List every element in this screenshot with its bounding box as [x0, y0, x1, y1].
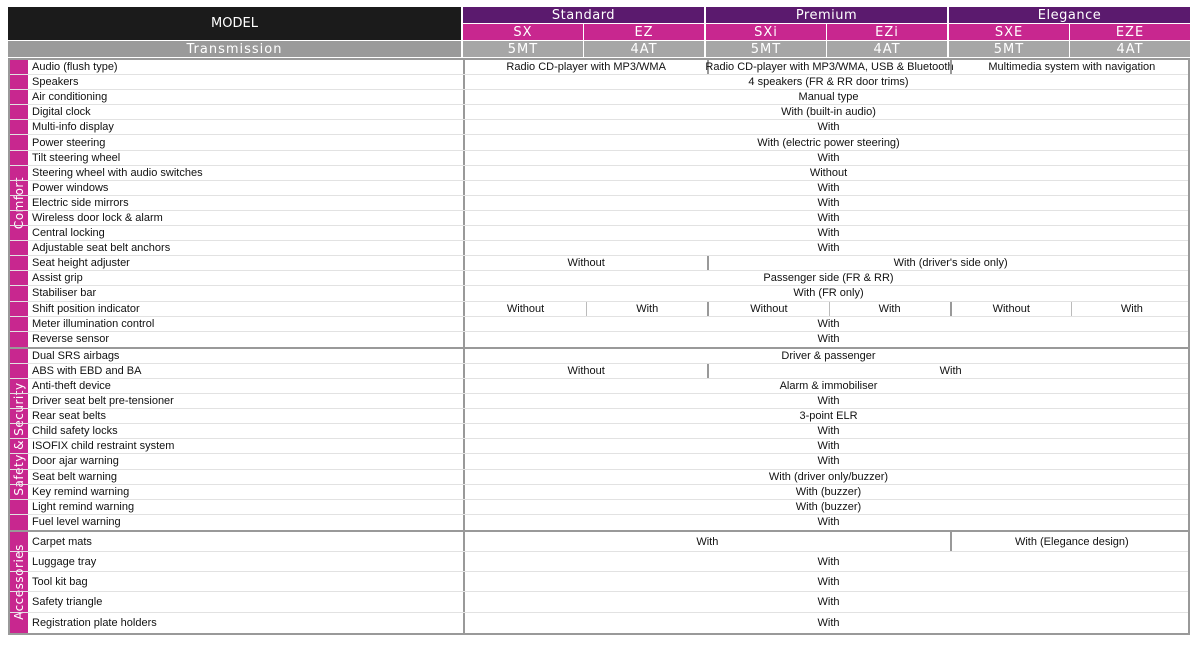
- value-cells: [463, 105, 1188, 119]
- table-row: [10, 105, 1188, 120]
- table-row: [10, 181, 1188, 196]
- value-cells: [463, 286, 1188, 300]
- value-cells: [463, 317, 1188, 331]
- value-cells: [463, 394, 1188, 408]
- value-cell: With (driver only/buzzer): [768, 470, 889, 483]
- value-cell: With: [817, 575, 840, 588]
- value-cell: Alarm & immobiliser: [779, 380, 878, 393]
- feature-label: Electric side mirrors: [32, 196, 129, 209]
- value-cells: [463, 241, 1188, 255]
- trans-ezi: [827, 41, 947, 57]
- group-elegance: [949, 7, 1190, 23]
- group-label: Standard: [551, 7, 616, 23]
- table-row: [10, 470, 1188, 485]
- feature-label: Light remind warning: [32, 500, 135, 513]
- variant-ezi: [827, 24, 947, 40]
- table-row: [10, 515, 1188, 530]
- variant-label: SXE: [994, 24, 1024, 40]
- value-cell: With (electric power steering): [757, 136, 900, 149]
- table-row: [10, 485, 1188, 500]
- trans-sxe: [949, 41, 1069, 57]
- transmission-value: 4AT: [630, 41, 658, 57]
- value-cell: With (driver's side only): [707, 256, 1192, 270]
- table-row: [10, 90, 1188, 105]
- variant-label: EZE: [1115, 24, 1145, 40]
- feature-label: Assist grip: [32, 272, 83, 285]
- section-accessories: [10, 530, 1188, 633]
- feature-label: Reverse sensor: [32, 333, 110, 346]
- table-row: [10, 500, 1188, 515]
- value-cells: [463, 515, 1188, 530]
- table-row: [10, 302, 1188, 317]
- feature-label: Key remind warning: [32, 485, 130, 498]
- table-row: [10, 332, 1188, 347]
- feature-label: Air conditioning: [32, 91, 108, 104]
- table-row: [10, 271, 1188, 286]
- section-safety: [10, 347, 1188, 530]
- table-row: [10, 241, 1188, 256]
- table-row: [10, 317, 1188, 332]
- value-cells: [463, 302, 1188, 316]
- variant-label: EZ: [634, 24, 654, 40]
- group-premium: [706, 7, 947, 23]
- value-cell: Without: [809, 166, 848, 179]
- feature-label: ISOFIX child restraint system: [32, 440, 175, 453]
- feature-label: Registration plate holders: [32, 616, 157, 629]
- feature-label: Audio (flush type): [32, 61, 118, 74]
- transmission-value: 4AT: [873, 41, 901, 57]
- value-cells: [463, 135, 1188, 149]
- feature-label: Digital clock: [32, 106, 91, 119]
- value-cells: [463, 256, 1188, 270]
- model-header: [8, 7, 461, 40]
- feature-label: Adjustable seat belt anchors: [32, 242, 171, 255]
- value-cell: With: [817, 196, 840, 209]
- feature-label: Luggage tray: [32, 555, 97, 568]
- transmission-value: 4AT: [1116, 41, 1144, 57]
- value-cell: With (buzzer): [795, 500, 862, 513]
- value-cell: With: [707, 364, 1192, 378]
- value-cells: [463, 500, 1188, 514]
- group-label: Premium: [795, 7, 858, 23]
- feature-label: Dual SRS airbags: [32, 349, 120, 362]
- value-cell: Without: [707, 302, 828, 316]
- table-row: [10, 166, 1188, 181]
- value-cell: Manual type: [798, 91, 859, 104]
- value-cells: [463, 379, 1188, 393]
- trans-sxi: [706, 41, 826, 57]
- trans-ez: [584, 41, 704, 57]
- section-label-text: Comfort: [12, 177, 26, 230]
- trans-sx: [463, 41, 583, 57]
- value-cell: With: [817, 440, 840, 453]
- group-standard: [463, 7, 704, 23]
- value-cells: [463, 90, 1188, 104]
- transmission-value: 5MT: [750, 41, 782, 57]
- feature-label: Door ajar warning: [32, 455, 119, 468]
- spec-table: [8, 58, 1190, 635]
- value-cells: [463, 349, 1188, 363]
- feature-label: Child safety locks: [32, 425, 118, 438]
- feature-label: Tool kit bag: [32, 575, 88, 588]
- value-cell: With: [817, 616, 840, 629]
- feature-label: Speakers: [32, 76, 79, 89]
- table-row: [10, 364, 1188, 379]
- model-label: MODEL: [211, 16, 258, 31]
- value-cells: [463, 470, 1188, 484]
- variant-sxi: [706, 24, 826, 40]
- variant-label: SX: [513, 24, 533, 40]
- value-cell: Without: [567, 257, 605, 270]
- table-row: [10, 409, 1188, 424]
- variant-eze: [1070, 24, 1190, 40]
- feature-label: Multi-info display: [32, 121, 114, 134]
- value-cells: [463, 424, 1188, 438]
- table-row: [10, 286, 1188, 301]
- variant-ez: [584, 24, 704, 40]
- value-cell: With: [817, 181, 840, 194]
- feature-label: Central locking: [32, 227, 105, 240]
- variant-sxe: [949, 24, 1069, 40]
- table-row: [10, 532, 1188, 552]
- table-row: [10, 151, 1188, 166]
- trans-eze: [1070, 41, 1190, 57]
- value-cells: [463, 196, 1188, 210]
- transmission-value: 5MT: [993, 41, 1025, 57]
- table-row: [10, 613, 1188, 633]
- value-cell: Driver & passenger: [781, 349, 876, 362]
- value-cells: [463, 439, 1188, 453]
- value-cell: With: [817, 151, 840, 164]
- value-cell: Without: [567, 364, 605, 377]
- feature-label: Shift position indicator: [32, 302, 140, 315]
- value-cells: [463, 75, 1188, 89]
- table-row: [10, 256, 1188, 271]
- value-cells: [463, 226, 1188, 240]
- table-row: [10, 552, 1188, 572]
- table-row: [10, 424, 1188, 439]
- value-cells: [463, 364, 1188, 378]
- value-cells: [463, 181, 1188, 195]
- variant-label: SXi: [754, 24, 778, 40]
- value-cell: With: [817, 227, 840, 240]
- table-row: [10, 120, 1188, 135]
- value-cell: With: [586, 302, 707, 316]
- value-cells: [463, 120, 1188, 134]
- value-cells: [463, 211, 1188, 225]
- value-cells: [463, 454, 1188, 468]
- feature-label: Tilt steering wheel: [32, 151, 121, 164]
- feature-label: Power steering: [32, 136, 106, 149]
- value-cells: [463, 60, 1188, 74]
- feature-label: Wireless door lock & alarm: [32, 211, 163, 224]
- value-cell: With: [817, 317, 840, 330]
- value-cell: 4 speakers (FR & RR door trims): [748, 76, 909, 89]
- value-cells: [463, 166, 1188, 180]
- table-row: [10, 211, 1188, 226]
- value-cells: [463, 271, 1188, 285]
- transmission-header: [8, 41, 461, 57]
- value-cell: Without: [506, 302, 545, 315]
- table-row: [10, 226, 1188, 241]
- table-row: [10, 196, 1188, 211]
- value-cell: With: [696, 535, 719, 548]
- value-cells: [463, 572, 1188, 591]
- feature-label: Seat belt warning: [32, 470, 117, 483]
- value-cells: [463, 613, 1188, 633]
- table-row: [10, 454, 1188, 469]
- feature-label: Stabiliser bar: [32, 287, 97, 300]
- table-row: [10, 349, 1188, 364]
- group-label: Elegance: [1037, 7, 1102, 23]
- feature-label: ABS with EBD and BA: [32, 364, 142, 377]
- table-row: [10, 394, 1188, 409]
- feature-label: Fuel level warning: [32, 516, 121, 529]
- table-row: [10, 135, 1188, 150]
- feature-label: Driver seat belt pre-tensioner: [32, 395, 174, 408]
- value-cell: 3-point ELR: [799, 410, 858, 423]
- value-cell: With (Elegance design): [950, 532, 1192, 551]
- value-cells: [463, 532, 1188, 551]
- feature-label: Carpet mats: [32, 535, 92, 548]
- value-cells: [463, 592, 1188, 611]
- feature-label: Power windows: [32, 181, 109, 194]
- table-row: [10, 60, 1188, 75]
- value-cell: With: [817, 333, 840, 346]
- feature-label: Rear seat belts: [32, 410, 106, 423]
- feature-label: Steering wheel with audio switches: [32, 166, 203, 179]
- value-cell: With: [817, 596, 840, 609]
- value-cell: With (FR only): [793, 287, 864, 300]
- value-cells: [463, 151, 1188, 165]
- table-row: [10, 439, 1188, 454]
- value-cells: [463, 485, 1188, 499]
- value-cell: With: [1071, 302, 1192, 316]
- value-cell: With: [817, 516, 840, 529]
- section-comfort: [10, 60, 1188, 347]
- feature-label: Anti-theft device: [32, 380, 111, 393]
- value-cell: With: [829, 302, 950, 316]
- feature-label: Seat height adjuster: [32, 257, 130, 270]
- section-label-text: Accessories: [12, 544, 26, 621]
- value-cell: With: [817, 425, 840, 438]
- feature-label: Meter illumination control: [32, 317, 155, 330]
- variant-label: EZi: [875, 24, 899, 40]
- variant-sx: [463, 24, 583, 40]
- table-row: [10, 572, 1188, 592]
- transmission-value: 5MT: [507, 41, 539, 57]
- value-cells: [463, 409, 1188, 423]
- value-cell: With (built-in audio): [781, 106, 876, 119]
- table-row: [10, 75, 1188, 90]
- value-cell: Radio CD-player with MP3/WMA: [506, 61, 666, 74]
- transmission-label: Transmission: [186, 41, 283, 57]
- table-row: [10, 379, 1188, 394]
- value-cell: With: [817, 555, 840, 568]
- section-label-text: Safety & Security: [12, 382, 26, 496]
- value-cell: With: [817, 242, 840, 255]
- value-cell: Multimedia system with navigation: [950, 60, 1192, 74]
- value-cells: [463, 552, 1188, 571]
- value-cell: Passenger side (FR & RR): [763, 272, 894, 285]
- value-cell: Radio CD-player with MP3/WMA, USB & Bluetooth: [705, 61, 954, 74]
- value-cells: [463, 332, 1188, 347]
- table-row: [10, 592, 1188, 612]
- value-cell: With: [817, 121, 840, 134]
- value-cell: With: [817, 395, 840, 408]
- value-cell: With: [817, 211, 840, 224]
- feature-label: Safety triangle: [32, 596, 103, 609]
- value-cell: With (buzzer): [795, 485, 862, 498]
- value-cell: With: [817, 455, 840, 468]
- value-cell: Without: [950, 302, 1071, 316]
